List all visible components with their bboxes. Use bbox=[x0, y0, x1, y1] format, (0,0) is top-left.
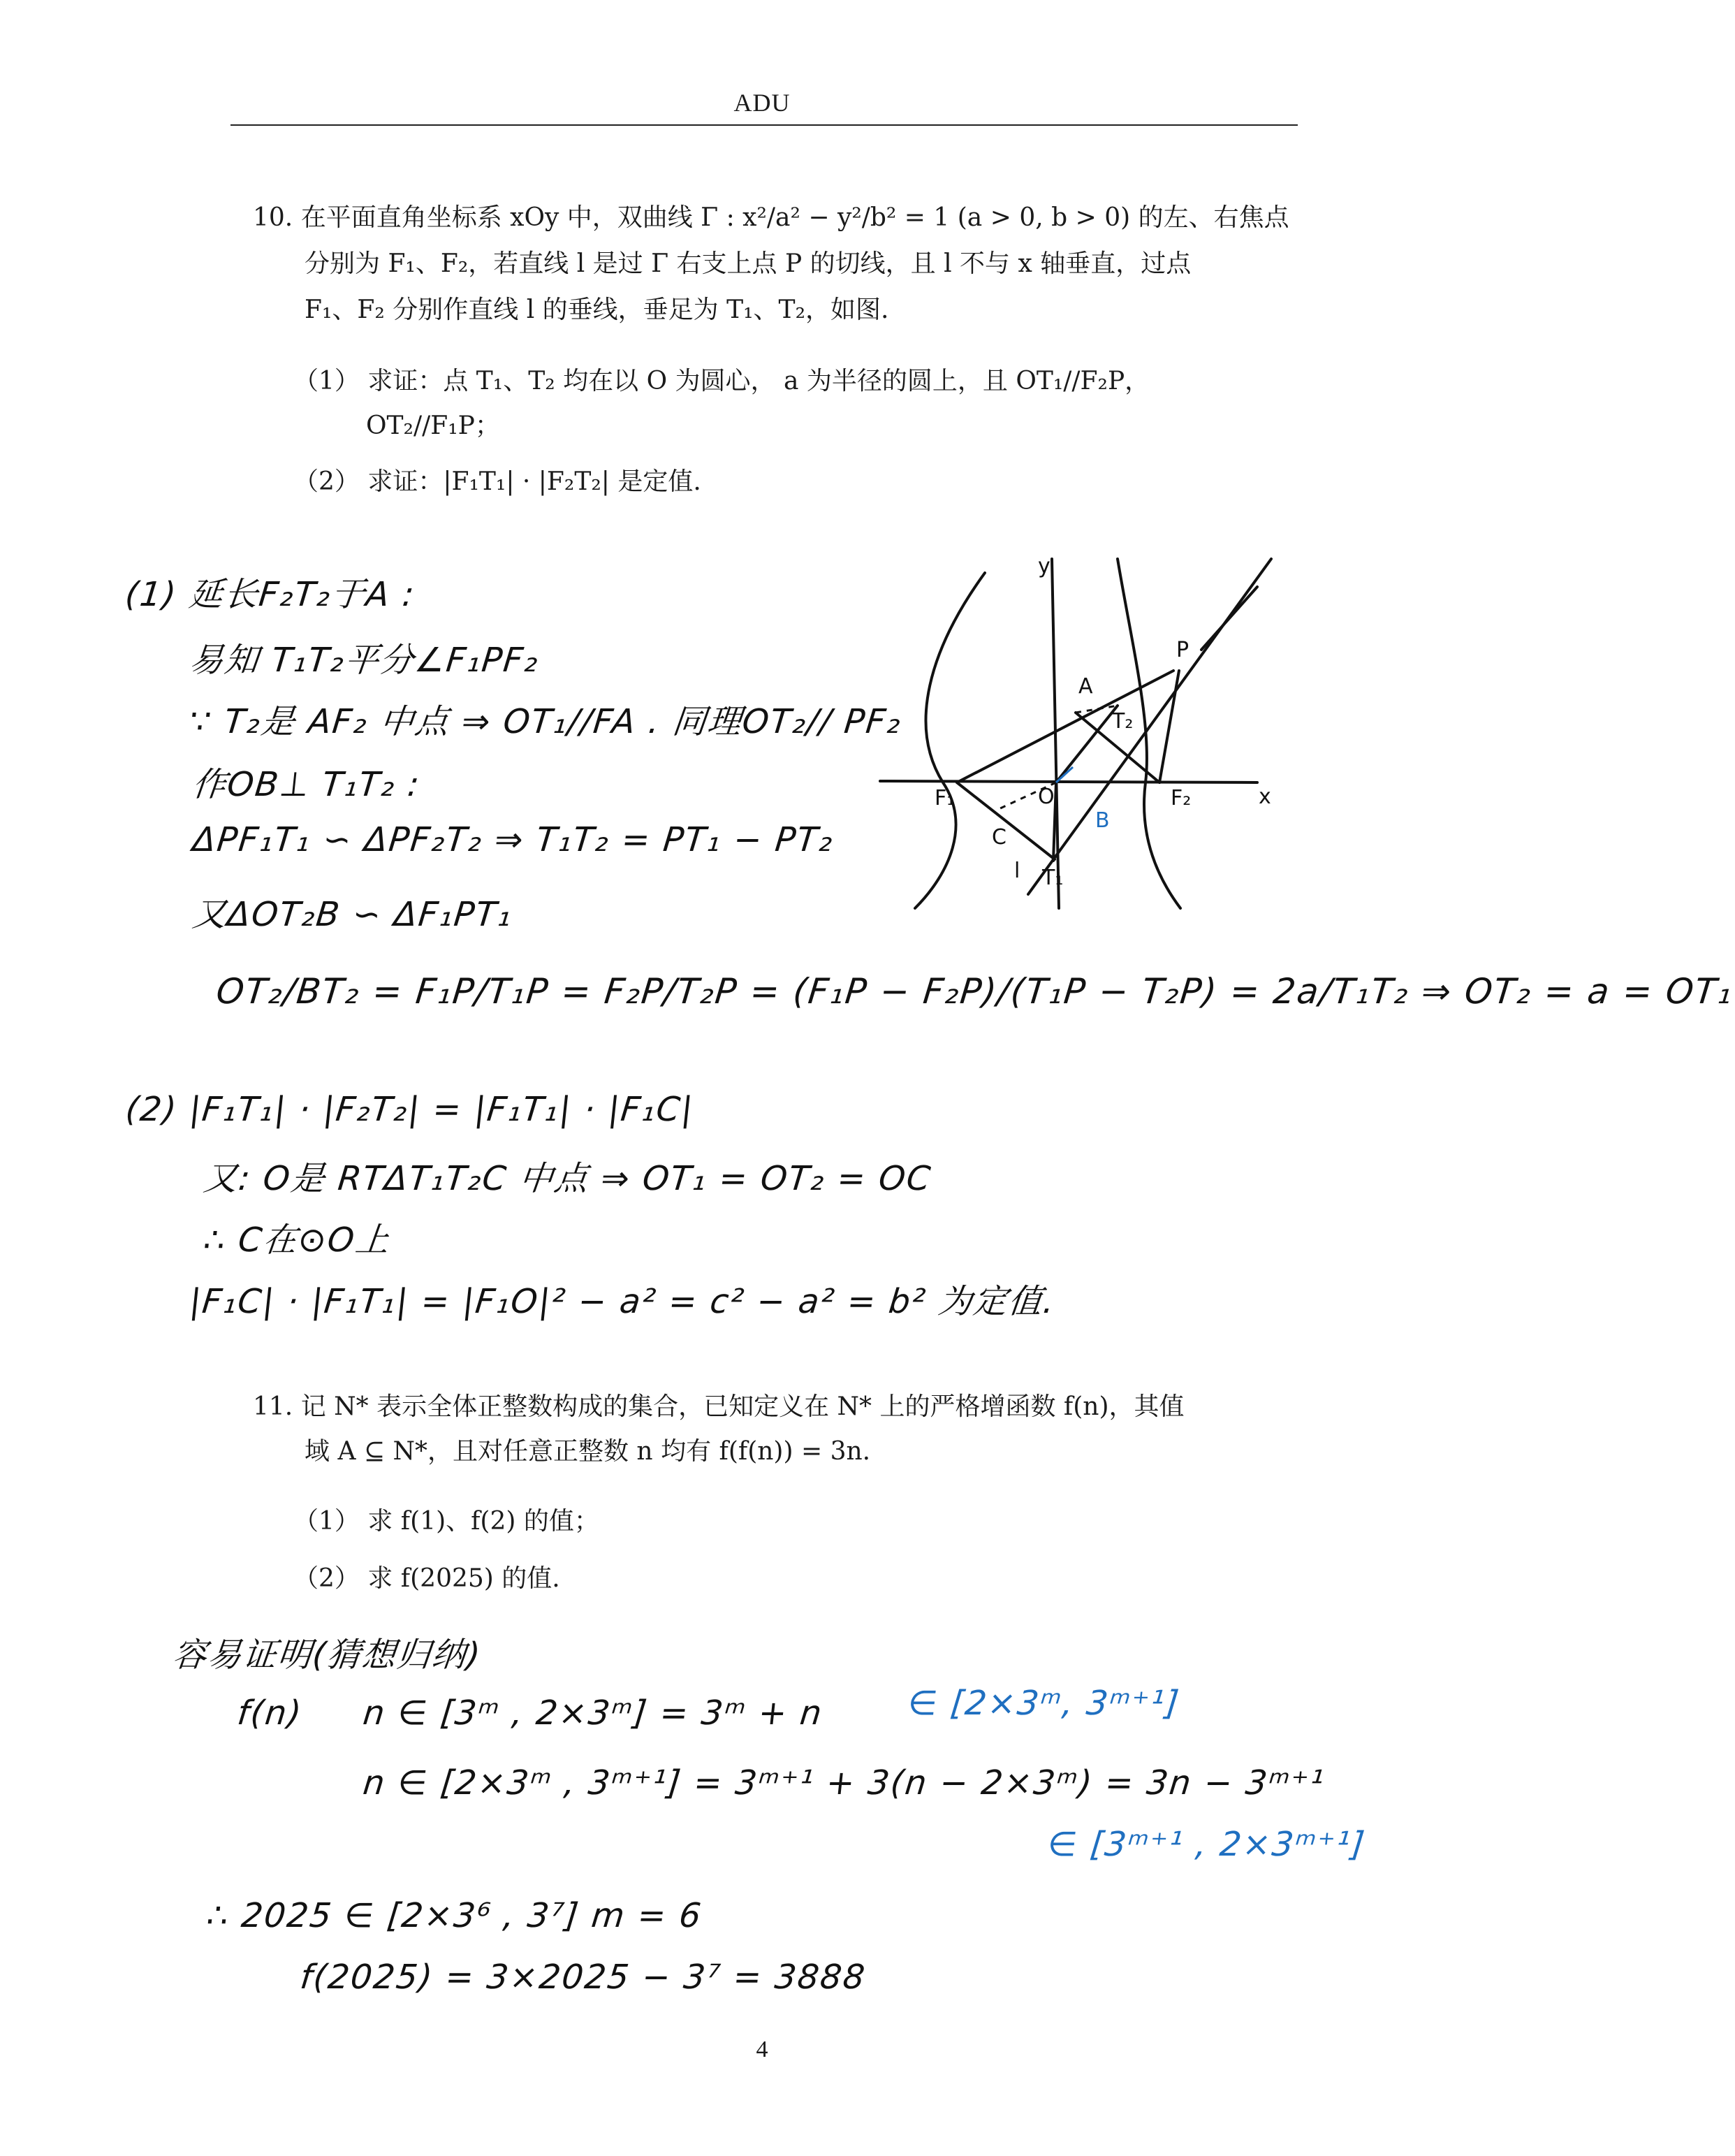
solution-11-case-1: n ∈ [3ᵐ , 2×3ᵐ] = 3ᵐ + n bbox=[361, 1694, 825, 1733]
solution-10-line-2: 易知 T₁T₂平分∠F₁PF₂ bbox=[187, 641, 541, 680]
x-axis bbox=[880, 781, 1257, 782]
hyperbola-figure bbox=[866, 545, 1285, 922]
solution-10-line-1: (1) 延长F₂T₂于A : bbox=[123, 575, 418, 614]
label-C: C bbox=[992, 825, 1006, 850]
segment-O-T2 bbox=[1056, 706, 1118, 782]
solution-10-line-6: 又ΔOT₂B ∽ ΔF₁PT₁ bbox=[190, 895, 515, 934]
solution-10-part-2-line-2: 又: O是 RTΔT₁T₂C 中点 ⇒ OT₁ = OT₂ = OC bbox=[201, 1159, 934, 1198]
label-B: B bbox=[1095, 808, 1110, 833]
problem-10-line-3: F₁、F₂ 分别作直线 l 的垂线，垂足为 T₁、T₂，如图. bbox=[305, 296, 889, 324]
hyperbola-right-branch bbox=[1118, 559, 1180, 908]
solution-11-title: 容易证明(猜想归纳) bbox=[170, 1636, 483, 1675]
label-T1: T₁ bbox=[1042, 866, 1064, 890]
solution-11-case-2: n ∈ [2×3ᵐ , 3ᵐ⁺¹] = 3ᵐ⁺¹ + 3(n − 2×3ᵐ) = 3n − 3ᵐ⁺¹ bbox=[361, 1763, 1327, 1802]
label-A: A bbox=[1078, 674, 1093, 699]
label-F2: F₂ bbox=[1171, 786, 1192, 810]
problem-10-line-1: 10. 在平面直角坐标系 xOy 中，双曲线 Γ : x²/a² − y²/b² = 1 (a > 0, b > 0) 的左、右焦点 bbox=[253, 203, 1289, 232]
segment-F2-P bbox=[1159, 671, 1179, 782]
page-header: ADU bbox=[733, 89, 791, 117]
label-x: x bbox=[1259, 785, 1271, 809]
solution-11-case-2-range: ∈ [3ᵐ⁺¹ , 2×3ᵐ⁺¹] bbox=[1046, 1825, 1368, 1864]
segment-O-B bbox=[1056, 767, 1073, 782]
problem-11-part-1: （1） 求 f(1)、f(2) 的值； bbox=[293, 1507, 599, 1536]
solution-11-step-2: f(2025) = 3×2025 − 3⁷ = 3888 bbox=[298, 1958, 868, 1997]
problem-10-part-1-cont: OT₂//F₁P； bbox=[366, 411, 500, 440]
label-l: l bbox=[1014, 859, 1020, 883]
solution-10-part-2-line-1: (2) |F₁T₁| · |F₂T₂| = |F₁T₁| · |F₁C| bbox=[124, 1090, 696, 1129]
problem-10-line-2: 分别为 F₁、F₂，若直线 l 是过 Γ 右支上点 P 的切线，且 l 不与 x 轴垂直，过点 bbox=[305, 249, 1192, 278]
solution-11-case-1-range: ∈ [2×3ᵐ, 3ᵐ⁺¹] bbox=[906, 1684, 1183, 1723]
header-rule bbox=[230, 124, 1298, 126]
solution-10-part-2-line-4: |F₁C| · |F₁T₁| = |F₁O|² − a² = c² − a² = b² 为定值. bbox=[187, 1282, 1057, 1321]
solution-10-ratio-chain: OT₂/BT₂ = F₁P/T₁P = F₂P/T₂P = (F₁P − F₂P)/(T₁P − T₂P) = 2a/T₁T₂ ⇒ OT₂ = a = OT₁ bbox=[214, 971, 1735, 1012]
problem-10-part-2: （2） 求证：|F₁T₁| · |F₂T₂| 是定值. bbox=[293, 467, 701, 496]
problem-11-line-2: 域 A ⊆ N*，且对任意正整数 n 均有 f(f(n)) = 3n. bbox=[305, 1437, 871, 1466]
label-F1: F₁ bbox=[935, 786, 956, 810]
label-O: O bbox=[1038, 785, 1055, 809]
label-P: P bbox=[1176, 638, 1189, 662]
solution-11-step-1: ∴ 2025 ∈ [2×3⁶ , 3⁷] m = 6 bbox=[205, 1896, 705, 1935]
page-number: 4 bbox=[756, 2037, 768, 2062]
problem-11-line-1: 11. 记 N* 表示全体正整数构成的集合，已知定义在 N* 上的严格增函数 f(n)，其值 bbox=[253, 1392, 1185, 1421]
solution-10-part-2-line-3: ∴ C在⊙O上 bbox=[201, 1221, 393, 1260]
label-T2: T₂ bbox=[1112, 709, 1134, 734]
hyperbola-left-branch bbox=[915, 573, 985, 908]
solution-10-line-3: ∵ T₂是 AF₂ 中点 ⇒ OT₁//FA . 同理OT₂// PF₂ bbox=[187, 702, 904, 741]
solution-10-line-4: 作OB⊥ T₁T₂ : bbox=[190, 765, 423, 804]
solution-10-line-5: ΔPF₁T₁ ∽ ΔPF₂T₂ ⇒ T₁T₂ = PT₁ − PT₂ bbox=[191, 820, 836, 859]
label-y: y bbox=[1038, 554, 1050, 578]
problem-10-part-1: （1） 求证：点 T₁、T₂ 均在以 O 为圆心， a 为半径的圆上，且 OT₁//F₂P， bbox=[293, 367, 1150, 395]
tangent-line-extension bbox=[1201, 587, 1257, 650]
problem-11-part-2: （2） 求 f(2025) 的值. bbox=[293, 1564, 560, 1593]
solution-11-fn: f(n) bbox=[235, 1694, 305, 1733]
